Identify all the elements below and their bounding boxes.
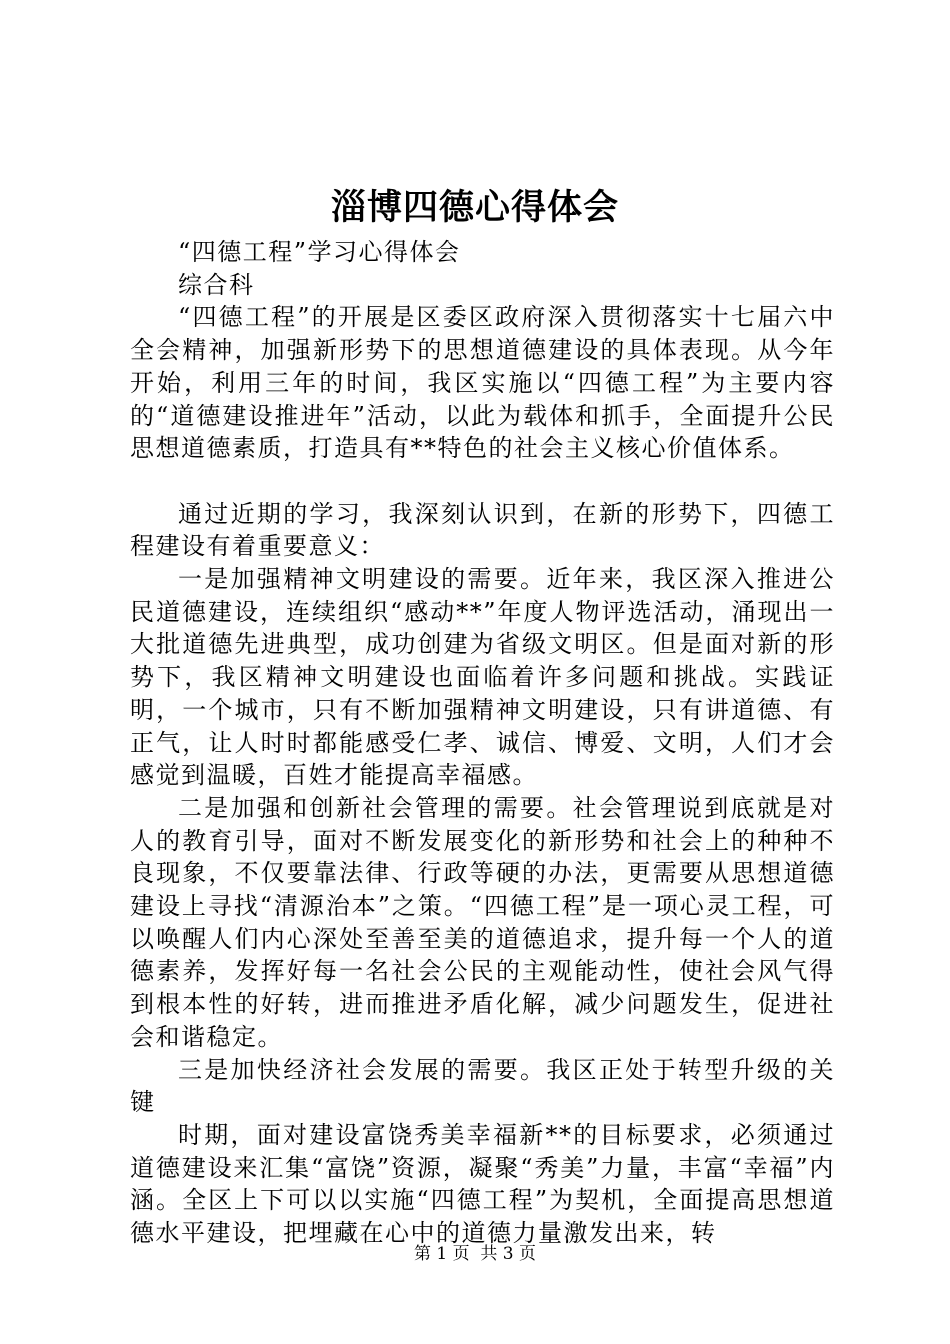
page-number-label: 第 1 页 共 3 页 xyxy=(413,1244,537,1264)
paragraph-point-three-continued: 时期，面对建设富饶秀美幸福新**的目标要求，必须通过道德建设来汇集“富饶”资源，凝聚“秀美”力量，丰富“幸福”内涵。全区上下可以以实施“四德工程”为契机，全面提高思想道德水平建设，把埋藏在心中的道德力量激发出来，转 xyxy=(130,1120,835,1248)
paragraph-point-three: 三是加快经济社会发展的需要。我区正处于转型升级的关键 xyxy=(130,1055,835,1117)
paragraph-intro: “四德工程”的开展是区委区政府深入贯彻落实十七届六中全会精神，加强新形势下的思想道德建设的具体表现。从今年开始，利用三年的时间，我区实施以“四德工程”为主要内容的“道德建设推进年”活动，以此为载体和抓手，全面提升公民思想道德素质，打造具有**特色的社会主义核心价值体系。 xyxy=(130,303,835,463)
paragraph-subtitle: “四德工程”学习心得体会 xyxy=(178,238,461,266)
paragraph-point-one: 一是加强精神文明建设的需要。近年来，我区深入推进公民道德建设，连续组织“感动**”年度人物评选活动，涌现出一大批道德先进典型，成功创建为省级文明区。但是面对新的形势下，我区精神文明建设也面临着许多问题和挑战。实践证明，一个城市，只有不断加强精神文明建设，只有讲道德、有正气，让人时时都能感受仁孝、诚信、博爱、文明，人们才会感觉到温暖，百姓才能提高幸福感。 xyxy=(130,565,835,790)
paragraph-department: 综合科 xyxy=(178,270,255,299)
page-footer xyxy=(0,1242,950,1266)
document-body xyxy=(130,236,835,1250)
document-title: 淄博四德心得体会 xyxy=(330,187,619,228)
paragraph-understanding: 通过近期的学习，我深刻认识到，在新的形势下，四德工程建设有着重要意义： xyxy=(130,499,835,561)
paragraph-point-two: 二是加强和创新社会管理的需要。社会管理说到底就是对人的教育引导，面对不断发展变化的新形势和社会上的种种不良现象，不仅要靠法律、行政等硬的办法，更需要从思想道德建设上寻找“清源治本”之策。“四德工程”是一项心灵工程，可以唤醒人们内心深处至善至美的道德追求，提升每一个人的道德素养，发挥好每一名社会公民的主观能动性，使社会风气得到根本性的好转，进而推进矛盾化解，减少问题发生，促进社会和谐稳定。 xyxy=(130,793,835,1051)
